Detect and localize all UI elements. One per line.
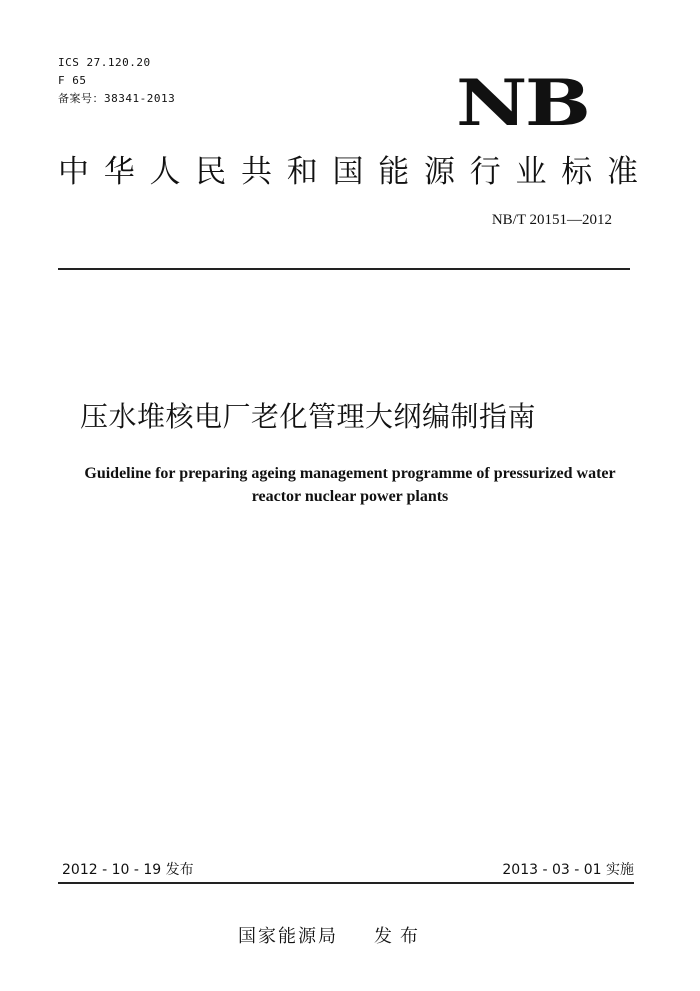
industry-title-char: 源 bbox=[424, 154, 455, 190]
industry-title-char: 民 bbox=[195, 154, 227, 190]
publisher-line bbox=[238, 924, 426, 950]
issue-date: 2012 - 10 - 19 发布 bbox=[62, 862, 194, 878]
industry-title-char: 业 bbox=[515, 154, 547, 190]
ics-code: ICS 27.120.20 bbox=[58, 56, 151, 69]
ccs-code: F 65 bbox=[58, 74, 87, 87]
industry-title-char: 能 bbox=[378, 154, 410, 190]
classification-block bbox=[58, 54, 175, 108]
header-divider bbox=[58, 268, 630, 270]
industry-title-char: 国 bbox=[332, 154, 364, 190]
publisher-name: 国家能源局 bbox=[238, 926, 338, 947]
title-chinese: 压水堆核电厂老化管理大纲编制指南 bbox=[80, 400, 537, 433]
title-english bbox=[40, 462, 660, 508]
dates-row bbox=[62, 859, 634, 881]
implementation-date: 2013 - 03 - 01 实施 bbox=[502, 862, 634, 878]
industry-standard-title bbox=[58, 152, 638, 192]
industry-title-char: 共 bbox=[241, 154, 272, 190]
filing-number: 备案号：38341-2013 bbox=[58, 92, 176, 105]
industry-title-char: 人 bbox=[149, 154, 181, 190]
footer-divider bbox=[58, 882, 634, 884]
nb-logo: NB bbox=[456, 66, 589, 141]
title-english-line-1: Guideline for preparing ageing management programme of pressurized water bbox=[84, 465, 616, 482]
industry-title-char: 标 bbox=[561, 154, 593, 190]
industry-title-char: 中 bbox=[58, 154, 89, 190]
industry-title-char: 行 bbox=[469, 154, 501, 190]
standard-number: NB/T 20151—2012 bbox=[491, 212, 612, 228]
industry-title-char: 华 bbox=[103, 154, 135, 190]
industry-title-char: 和 bbox=[286, 154, 318, 190]
publisher-action: 发布 bbox=[374, 926, 426, 947]
title-english-line-2: reactor nuclear power plants bbox=[251, 488, 449, 505]
industry-title-char: 准 bbox=[607, 154, 638, 190]
